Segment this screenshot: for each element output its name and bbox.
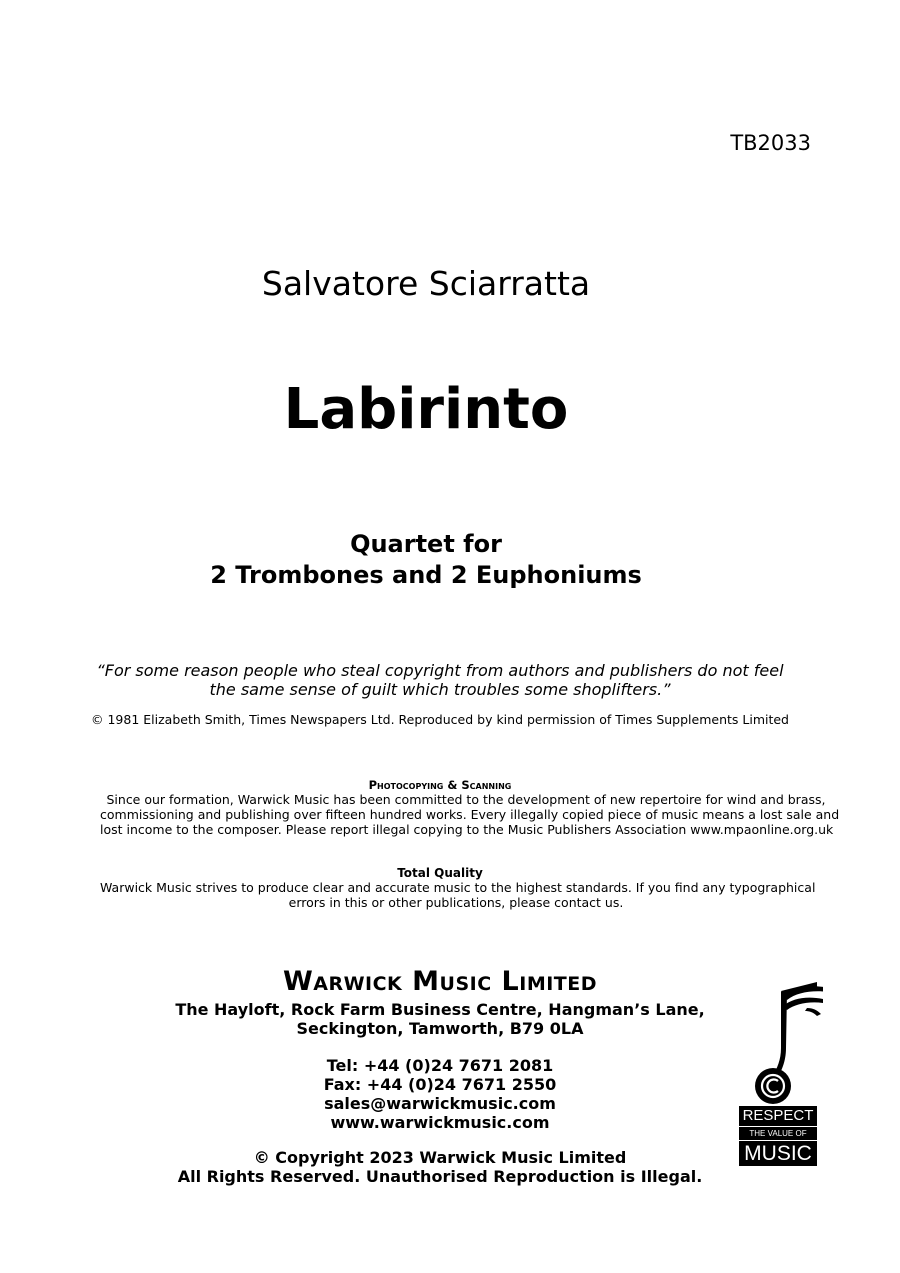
logo-respect-label: RESPECT — [739, 1106, 817, 1126]
catalogue-code: TB2033 — [730, 131, 811, 155]
quote-line: “For some reason people who steal copyright from authors and publishers do not feel — [96, 661, 784, 680]
work-subtitle — [0, 529, 852, 591]
total-quality-text — [100, 880, 816, 910]
photocopying-text — [100, 792, 840, 837]
website-link[interactable]: www.warwickmusic.com — [330, 1113, 550, 1132]
photocopying-heading: Photocopying & Scanning — [368, 778, 512, 792]
address-line: The Hayloft, Rock Farm Business Centre, Hangman’s Lane, — [175, 1000, 705, 1019]
copyright-line: © Copyright 2023 Warwick Music Limited — [253, 1148, 627, 1167]
respect-the-value-of-music-logo — [737, 982, 823, 1168]
email-link[interactable]: sales@warwickmusic.com — [324, 1094, 556, 1113]
quote-line: the same sense of guilt which troubles some shoplifters.” — [209, 680, 671, 699]
copyright-quote — [0, 661, 880, 699]
total-quality-line: Warwick Music strives to produce clear and accurate music to the highest standards. If you find any typographical — [100, 880, 816, 895]
composer-name: Salvatore Sciarratta — [261, 264, 591, 303]
publisher-name: Warwick Music Limited — [282, 966, 598, 997]
subtitle-line: Quartet for — [350, 530, 502, 558]
logo-value-of-label: THE VALUE OF — [739, 1127, 817, 1140]
address-line: Seckington, Tamworth, B79 0LA — [296, 1019, 584, 1038]
subtitle-line: 2 Trombones and 2 Euphoniums — [210, 561, 642, 589]
total-quality-heading: Total Quality — [397, 866, 483, 880]
total-quality-line: errors in this or other publications, please contact us. — [288, 895, 624, 910]
quote-credit: © 1981 Elizabeth Smith, Times Newspapers Ltd. Reproduced by kind permission of Times Supplements Limited — [91, 712, 789, 727]
logo-music-label: MUSIC — [739, 1141, 817, 1166]
work-title: Labirinto — [283, 377, 569, 442]
telephone: Tel: +44 (0)24 7671 2081 — [326, 1056, 554, 1075]
photocopying-line: commissioning and publishing over fifteen hundred works. Every illegally copied piece of music means a lost sale and — [100, 807, 840, 822]
photocopying-line: Since our formation, Warwick Music has been committed to the development of new repertoire for wind and brass, — [106, 792, 826, 807]
copyright-line: All Rights Reserved. Unauthorised Reproduction is Illegal. — [177, 1167, 703, 1186]
photocopying-line: lost income to the composer. Please report illegal copying to the Music Publishers Association www.mpaonline.org.uk — [100, 822, 834, 837]
music-note-copyright-icon — [737, 982, 823, 1106]
fax: Fax: +44 (0)24 7671 2550 — [323, 1075, 557, 1094]
